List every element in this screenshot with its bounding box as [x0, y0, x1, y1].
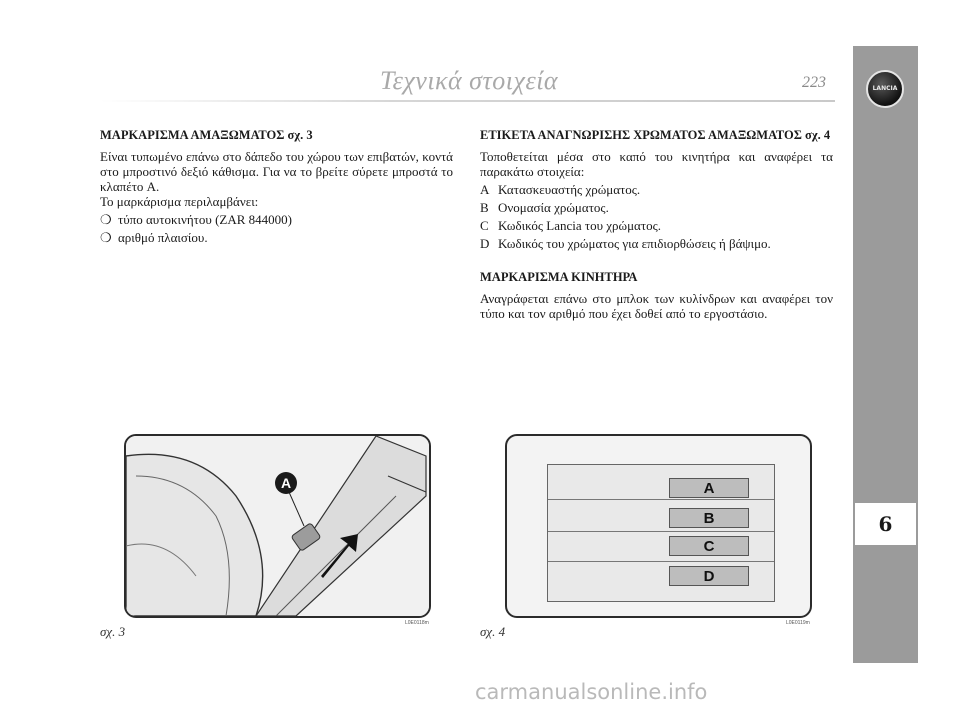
- item-text: Κωδικός του χρώματος για επιδιορθώσεις ή βάψιμο.: [498, 236, 771, 251]
- watermark: carmanualsonline.info: [475, 680, 708, 704]
- side-bar: [853, 46, 918, 663]
- list-item: [480, 182, 833, 197]
- header-rule: [100, 100, 835, 102]
- lancia-logo: [866, 70, 904, 108]
- plate-line: [548, 499, 774, 500]
- body-marking-paragraph: Είναι τυπωμένο επάνω στο δάπεδο του χώρου των επιβατών, κοντά στο μπροστινό δεξιό κάθισμα. Για να το βρείτε σύρετε μπροστά το κλαπέτο A.: [100, 149, 453, 194]
- figure-4: [505, 434, 812, 618]
- paint-label-heading: ΕΤΙΚΕΤΑ ΑΝΑΓΝΩΡΙΣΗΣ ΧΡΩΜΑΤΟΣ ΑΜΑΞΩΜΑΤΟΣ σχ. 4: [480, 128, 831, 142]
- label-d: D: [669, 566, 749, 586]
- plate-line: [548, 531, 774, 532]
- left-column: [100, 128, 453, 245]
- bullet-mark: ❍: [100, 212, 112, 227]
- label-a: A: [669, 478, 749, 498]
- figure-4-code: L0E0119m: [786, 620, 810, 626]
- engine-marking-heading: ΜΑΡΚΑΡΙΣΜΑ ΚΙΝΗΤΗΡΑ: [480, 270, 638, 284]
- body-marking-intro: Το μαρκάρισμα περιλαμβάνει:: [100, 194, 259, 209]
- header-title: Τεχνικά στοιχεία: [380, 66, 559, 95]
- seat-sill-illustration: [126, 436, 429, 616]
- figure-3: [124, 434, 431, 618]
- item-key: B: [480, 200, 489, 215]
- figure-4-caption: σχ. 4: [480, 624, 506, 639]
- chapter-tab[interactable]: 6: [855, 501, 916, 547]
- bullet-item: [100, 212, 453, 227]
- item-text: Κατασκευαστής χρώματος.: [498, 182, 641, 197]
- bullet-text: τύπο αυτοκινήτου (ZAR 844000): [118, 212, 292, 227]
- figure-3-code: L0E0118m: [405, 620, 429, 626]
- item-key: A: [480, 182, 490, 197]
- item-text: Ονομασία χρώματος.: [498, 200, 609, 215]
- engine-marking-paragraph: Αναγράφεται επάνω στο μπλοκ των κυλίνδρων και αναφέρει τον τύπο και τον αριθμό που έχει δοθεί από το εργοστάσιο.: [480, 291, 833, 321]
- list-item: [480, 218, 833, 233]
- item-key: D: [480, 236, 490, 251]
- right-column: [480, 128, 833, 321]
- label-c: C: [669, 536, 749, 556]
- bullet-item: [100, 230, 453, 245]
- bullet-mark: ❍: [100, 230, 112, 245]
- item-key: C: [480, 218, 489, 233]
- page-number: 223: [802, 74, 826, 91]
- item-text: Κωδικός Lancia του χρώματος.: [498, 218, 661, 233]
- plate-line: [548, 561, 774, 562]
- list-item: [480, 200, 833, 215]
- label-b: B: [669, 508, 749, 528]
- figure-3-caption: σχ. 3: [100, 624, 126, 639]
- callout-a: A: [280, 475, 292, 491]
- bullet-text: αριθμό πλαισίου.: [118, 230, 208, 245]
- body-marking-heading: ΜΑΡΚΑΡΙΣΜΑ ΑΜΑΞΩΜΑΤΟΣ σχ. 3: [100, 128, 313, 142]
- logo-text: LANCIA: [872, 85, 898, 92]
- paint-label-paragraph: Τοποθετείται μέσα στο καπό του κινητήρα και αναφέρει τα παρακάτω στοιχεία:: [480, 149, 833, 179]
- list-item: [480, 236, 833, 251]
